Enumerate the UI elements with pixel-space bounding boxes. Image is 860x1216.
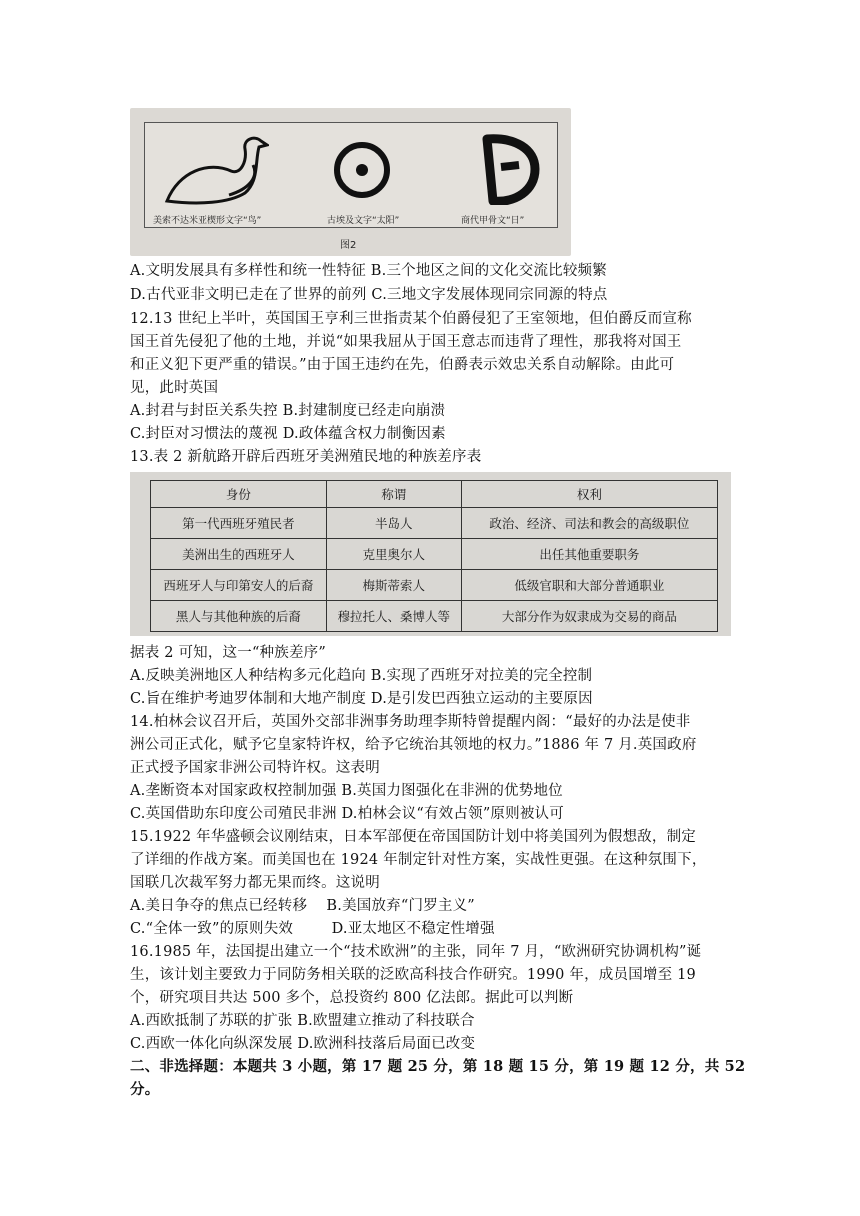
ri-oracle-bone-icon bbox=[475, 131, 541, 205]
table-cell: 大部分作为奴隶成为交易的商品 bbox=[461, 601, 717, 632]
sun-caption: 古埃及文字“太阳” bbox=[327, 216, 400, 226]
q16-option-line: A.西欧抵制了苏联的扩张 B.欧盟建立推动了科技联合 bbox=[130, 1013, 475, 1029]
figure-label: 图2 bbox=[340, 240, 357, 251]
table-cell: 克里奥尔人 bbox=[326, 539, 461, 570]
q14-stem-line: 正式授予国家非洲公司特许权。这表明 bbox=[130, 760, 380, 776]
figure-2-image bbox=[130, 108, 571, 256]
table-row bbox=[151, 539, 718, 570]
header-identity: 身份 bbox=[151, 481, 327, 508]
q14-option-line: A.垄断资本对国家政权控制加强 B.英国力图强化在非洲的优势地位 bbox=[130, 783, 563, 799]
q14-option-line: C.英国借助东印度公司殖民非洲 D.柏林会议“有效占领”原则被认可 bbox=[130, 806, 564, 822]
q16-stem-line: 生，该计划主要致力于同防务相关联的泛欧高科技合作研究。1990 年，成员国增至 19 bbox=[130, 967, 696, 983]
table-cell: 政治、经济、司法和教会的高级职位 bbox=[461, 508, 717, 539]
header-rights: 权利 bbox=[461, 481, 717, 508]
figure-2-frame bbox=[144, 122, 558, 228]
q15-stem-line: 国联几次裁军努力都无果而终。这说明 bbox=[130, 875, 380, 891]
q12-stem-line: 和正义犯下更严重的错误。”由于国王违约在先，伯爵表示效忠关系自动解除。由此可 bbox=[130, 357, 675, 373]
table-2-image bbox=[130, 472, 731, 636]
q11-option-line: D.古代亚非文明已走在了世界的前列 C.三地文字发展体现同宗同源的特点 bbox=[130, 287, 608, 303]
table-header-row bbox=[151, 481, 718, 508]
table-cell: 梅斯蒂索人 bbox=[326, 570, 461, 601]
table-cell: 低级官职和大部分普通职业 bbox=[461, 570, 717, 601]
q16-stem-line: 16.1985 年，法国提出建立一个“技术欧洲”的主张，同年 7 月，“欧洲研究协调机构”诞 bbox=[130, 944, 702, 960]
q13-option-line: C.旨在维护考迪罗体制和大地产制度 D.是引发巴西独立运动的主要原因 bbox=[130, 691, 593, 707]
table-cell: 出任其他重要职务 bbox=[461, 539, 717, 570]
bird-cuneiform-icon bbox=[159, 131, 269, 209]
table-row bbox=[151, 508, 718, 539]
q13-option-line: A.反映美洲地区人种结构多元化趋向 B.实现了西班牙对拉美的完全控制 bbox=[130, 668, 593, 684]
q12-stem-line: 国王首先侵犯了他的土地，并说“如果我屈从于国王意志而违背了理性，那我将对国王 bbox=[130, 334, 682, 350]
q15-stem-line: 15.1922 年华盛顿会议刚结束，日本军部便在帝国国防计划中将美国列为假想敌，制定 bbox=[130, 829, 696, 845]
ri-caption: 商代甲骨文“日” bbox=[461, 216, 525, 226]
q14-stem-line: 14.柏林会议召开后，英国外交部非洲事务助理李斯特曾提醒内阁：“最好的办法是使非 bbox=[130, 714, 691, 730]
sun-hieroglyph-icon bbox=[331, 139, 393, 201]
bird-caption: 美索不达米亚楔形文字“鸟” bbox=[153, 216, 262, 226]
q15-stem-line: 了详细的作战方案。而美国也在 1924 年制定针对性方案，实战性更强。在这种氛围下， bbox=[130, 852, 707, 868]
q12-option-line: C.封臣对习惯法的蔑视 D.政体蕴含权力制衡因素 bbox=[130, 426, 446, 442]
q15-option-line: A.美日争夺的焦点已经转移 B.美国放弃“门罗主义” bbox=[130, 898, 475, 914]
table-cell: 第一代西班牙殖民者 bbox=[151, 508, 327, 539]
q11-option-line: A.文明发展具有多样性和统一性特征 B.三个地区之间的文化交流比较频繁 bbox=[130, 263, 607, 279]
table-cell: 西班牙人与印第安人的后裔 bbox=[151, 570, 327, 601]
table-row bbox=[151, 570, 718, 601]
q13-question: 据表 2 可知，这一“种族差序” bbox=[130, 645, 326, 661]
racial-hierarchy-table bbox=[150, 480, 718, 632]
section-2-heading: 二、非选择题：本题共 3 小题，第 17 题 25 分，第 18 题 15 分，第 19 题 12 分，共 52 bbox=[130, 1058, 746, 1075]
q14-stem-line: 洲公司正式化，赋予它皇家特许权，给予它统治其领地的权力。”1886 年 7 月.英国政府 bbox=[130, 737, 697, 753]
q13-stem: 13.表 2 新航路开辟后西班牙美洲殖民地的种族差序表 bbox=[130, 449, 482, 465]
table-cell: 半岛人 bbox=[326, 508, 461, 539]
q16-option-line: C.西欧一体化向纵深发展 D.欧洲科技落后局面已改变 bbox=[130, 1036, 476, 1052]
table-cell: 美洲出生的西班牙人 bbox=[151, 539, 327, 570]
header-title: 称谓 bbox=[326, 481, 461, 508]
table-cell: 黑人与其他种族的后裔 bbox=[151, 601, 327, 632]
q15-option-line: C.“全体一致”的原则失效 D.亚太地区不稳定性增强 bbox=[130, 921, 495, 937]
q16-stem-line: 个，研究项目共达 500 多个，总投资约 800 亿法郎。据此可以判断 bbox=[130, 990, 574, 1006]
q12-stem-line: 见，此时英国 bbox=[130, 380, 219, 396]
q12-option-line: A.封君与封臣关系失控 B.封建制度已经走向崩溃 bbox=[130, 403, 446, 419]
section-2-heading-cont: 分。 bbox=[130, 1081, 160, 1098]
table-row bbox=[151, 601, 718, 632]
q12-stem-line: 12.13 世纪上半叶，英国国王亨利三世指责某个伯爵侵犯了王室领地，但伯爵反而宣称 bbox=[130, 311, 692, 327]
table-cell: 穆拉托人、桑博人等 bbox=[326, 601, 461, 632]
